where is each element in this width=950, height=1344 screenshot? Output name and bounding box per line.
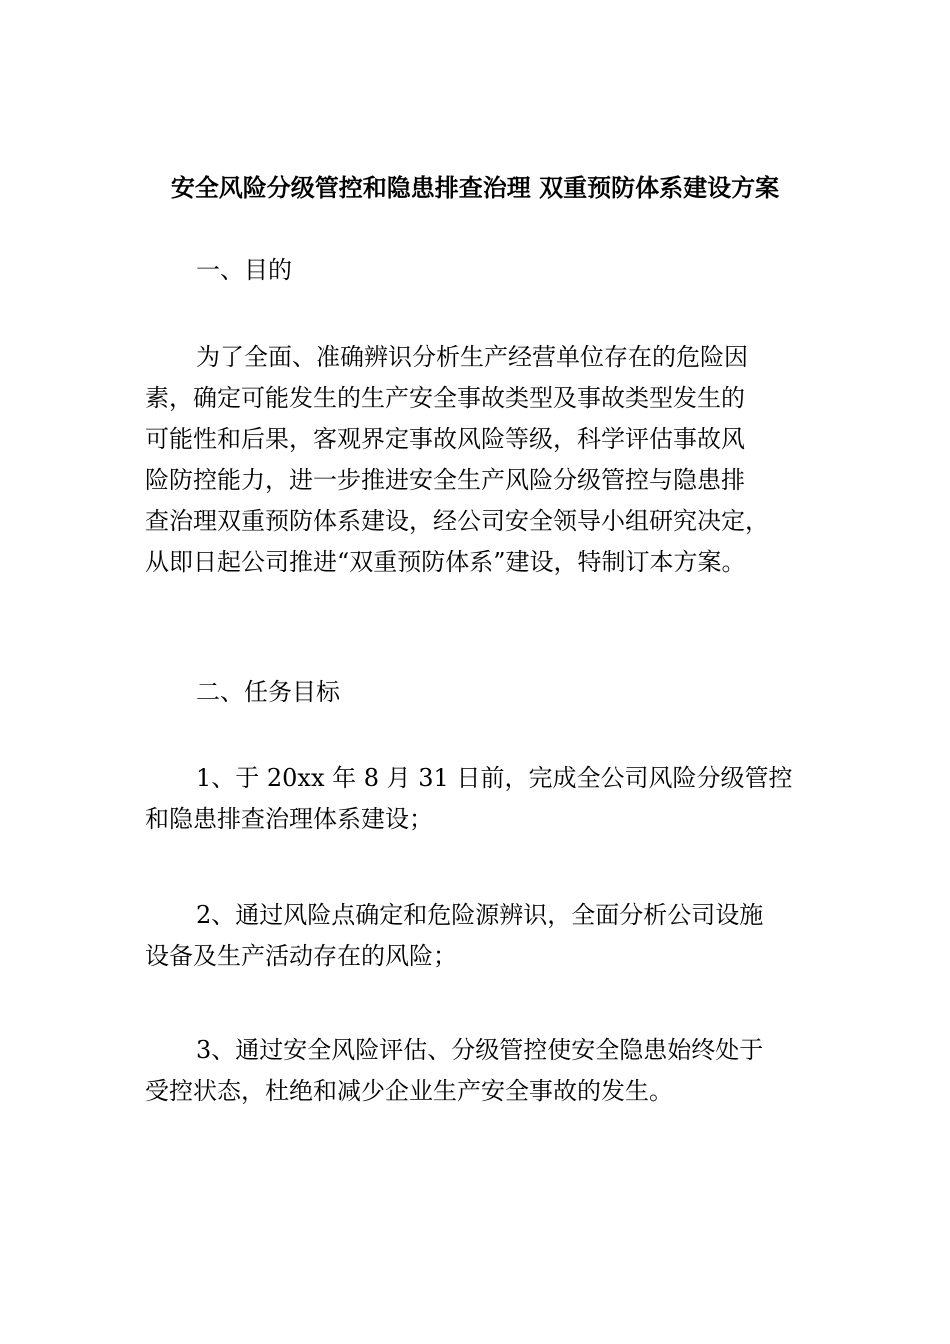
task-item-3 — [145, 1030, 805, 1112]
task-item-1 — [145, 758, 805, 840]
paragraph-line: 为了全面、准确辨识分析生产经营单位存在的危险因 — [196, 343, 748, 371]
paragraph-line: 设备及生产活动存在的风险； — [145, 942, 457, 970]
section-heading-task-goals: 二、任务目标 — [196, 678, 340, 706]
document-title: 安全风险分级管控和隐患排查治理 双重预防体系建设方案 — [170, 173, 780, 202]
paragraph-line: 险防控能力，进一步推进安全生产风险分级管控与隐患排 — [145, 466, 745, 494]
paragraph-line: 从即日起公司推进“双重预防体系”建设，特制订本方案。 — [145, 548, 746, 576]
section-heading-purpose: 一、目的 — [196, 256, 292, 284]
task-item-2 — [145, 895, 805, 977]
paragraph-line: 3、通过安全风险评估、分级管控使安全隐患始终处于 — [196, 1036, 764, 1064]
paragraph-line: 和隐患排查治理体系建设； — [145, 805, 433, 833]
paragraph-line: 2、通过风险点确定和危险源辨识，全面分析公司设施 — [196, 901, 764, 929]
paragraph-line: 受控状态，杜绝和减少企业生产安全事故的发生。 — [145, 1077, 673, 1105]
paragraph-line: 素，确定可能发生的生产安全事故类型及事故类型发生的 — [145, 384, 745, 412]
paragraph-line: 可能性和后果，客观界定事故风险等级，科学评估事故风 — [145, 425, 745, 453]
paragraph-purpose — [145, 337, 805, 583]
paragraph-line: 1、于 20xx 年 8 月 31 日前，完成全公司风险分级管控 — [196, 764, 793, 792]
paragraph-line: 查治理双重预防体系建设，经公司安全领导小组研究决定， — [145, 507, 769, 535]
